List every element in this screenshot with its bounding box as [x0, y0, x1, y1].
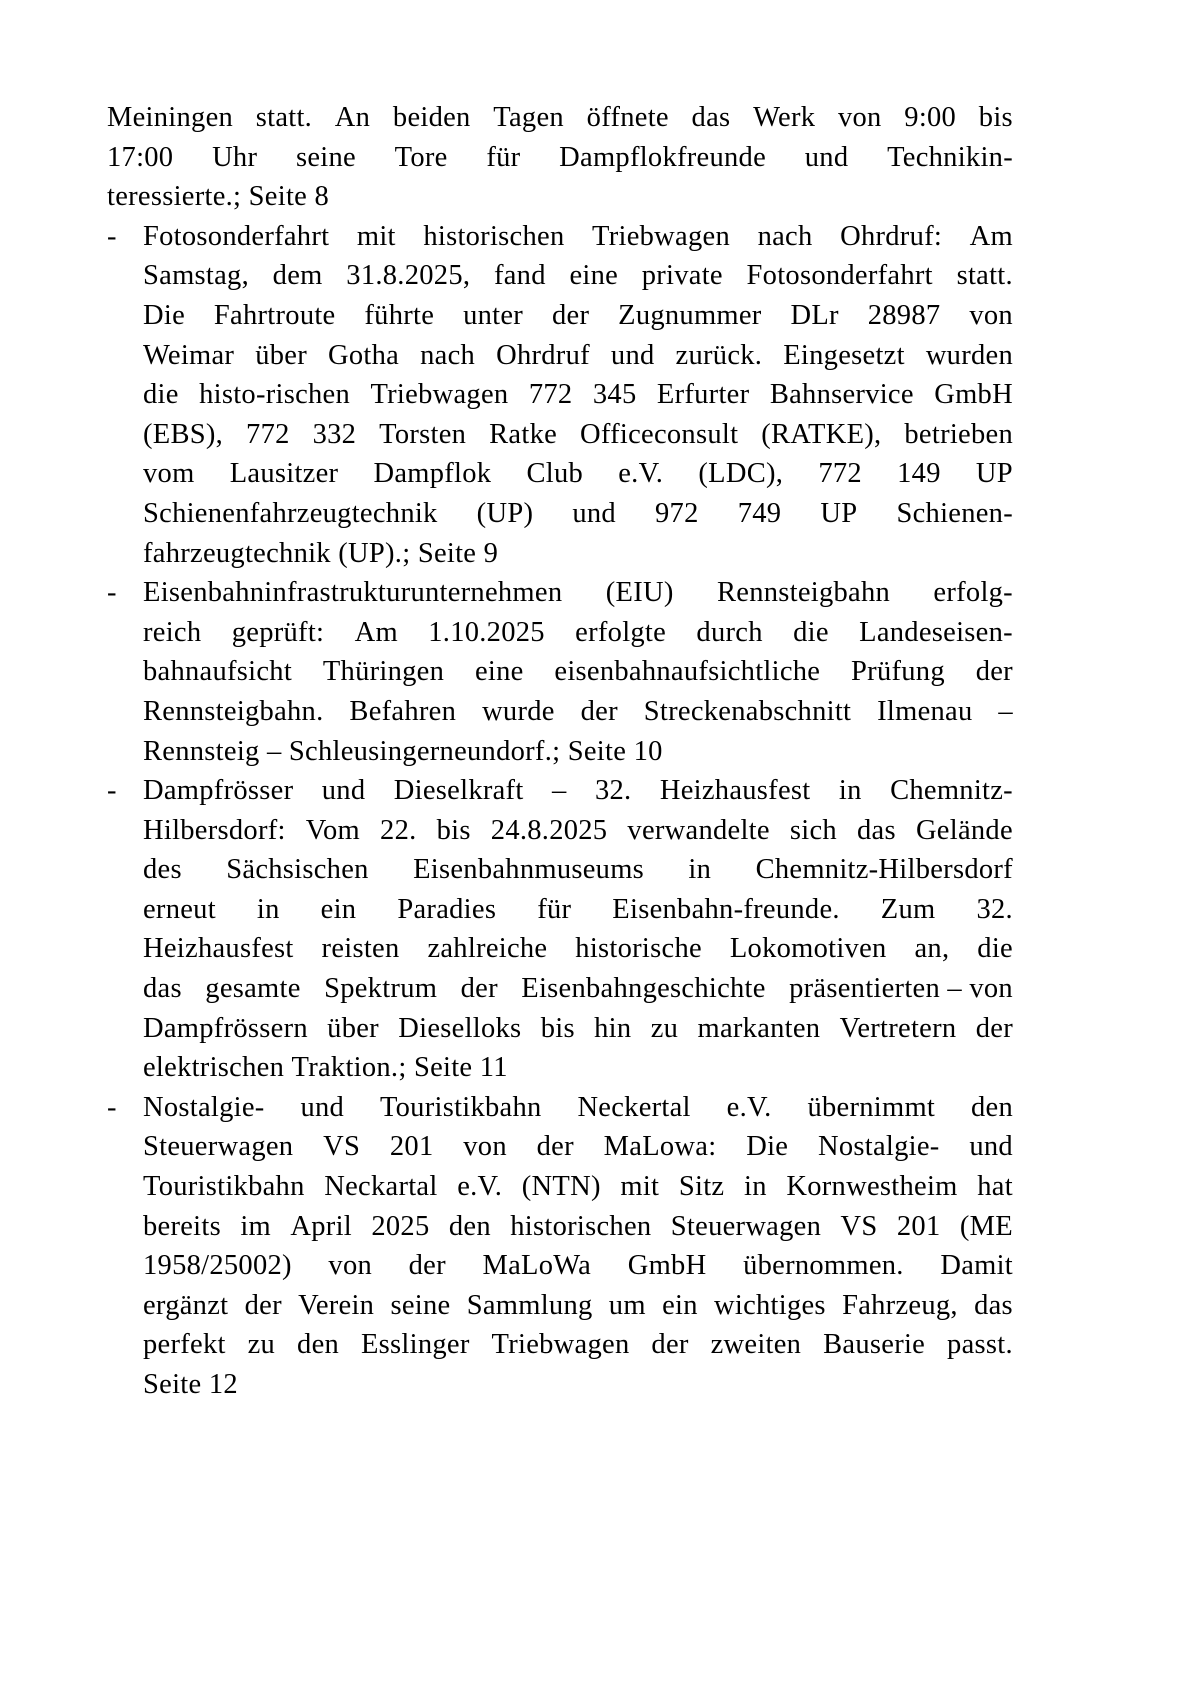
word: April: [290, 1210, 352, 1242]
word: MaLowa:: [603, 1131, 717, 1163]
word: (ME: [959, 1210, 1013, 1242]
word: Ohrdruf:: [840, 220, 943, 252]
list-bullet-dash-icon: -: [107, 220, 117, 252]
word: 32.: [976, 893, 1013, 925]
word: der: [551, 299, 590, 331]
text-line: [143, 692, 1013, 732]
word: (EIU): [605, 577, 674, 609]
word: Paradies: [397, 893, 497, 925]
word: führte: [364, 299, 435, 331]
word: seine: [390, 1289, 451, 1321]
word: der: [975, 1012, 1013, 1044]
word: Nostalgie-: [817, 1131, 940, 1163]
word: Lokomotiven: [729, 933, 887, 965]
word: statt.: [255, 102, 313, 133]
word: Ratke: [489, 418, 558, 450]
word: der: [460, 973, 498, 1005]
word: 772: [246, 418, 290, 450]
word: übernommen.: [743, 1250, 904, 1282]
word: Seite: [567, 735, 627, 767]
word: 201: [389, 1131, 434, 1163]
text-line: [143, 613, 1013, 653]
word: Thüringen: [322, 656, 445, 688]
word: das: [691, 102, 731, 133]
word: Eisenbahngeschichte: [521, 973, 766, 1005]
word: (EBS),: [143, 418, 224, 450]
word: Spektrum: [324, 973, 438, 1005]
word: bis: [436, 814, 471, 846]
word: von: [837, 102, 882, 133]
text-line: [143, 1246, 1013, 1286]
word: zahlreiche: [427, 933, 548, 965]
word: die: [143, 379, 179, 411]
word: Chemnitz-: [890, 775, 1013, 807]
word: Fahrzeug,: [842, 1289, 958, 1321]
word: Traktion.;: [291, 1052, 407, 1084]
document-body: [107, 98, 1013, 1405]
word: zu: [247, 1329, 276, 1361]
word: Lausitzer: [229, 458, 339, 490]
word: perfekt: [143, 1329, 226, 1361]
word: den: [448, 1210, 491, 1242]
word: zweiten: [710, 1329, 802, 1361]
text-line: [107, 98, 1013, 138]
word: historische: [575, 933, 702, 965]
word: Uhr: [212, 141, 258, 173]
text-line: [143, 1009, 1013, 1049]
word: markanten: [697, 1012, 821, 1044]
word: UP: [975, 458, 1013, 490]
word: der: [408, 1250, 446, 1282]
word: Eingesetzt: [783, 339, 905, 371]
word: von: [969, 299, 1013, 331]
word: Triebwagen: [370, 379, 509, 411]
word: 9: [483, 537, 499, 569]
word: bahnaufsicht: [143, 656, 293, 688]
word: Verein: [298, 1289, 375, 1321]
text-line: [143, 969, 1013, 1009]
word: Befahren: [349, 695, 457, 727]
word: Werk: [753, 102, 816, 133]
word: in: [744, 1171, 767, 1203]
word: Vertretern: [839, 1012, 957, 1044]
word: UP: [820, 497, 858, 529]
text-line: [143, 296, 1013, 336]
word: von: [328, 1250, 373, 1282]
word: Touristikbahn: [379, 1091, 542, 1123]
word: Dieselkraft: [393, 775, 524, 807]
text-line: [143, 1127, 1013, 1167]
list-item: [107, 1088, 1013, 1405]
word: fand: [493, 260, 546, 292]
word: Triebwagen: [491, 1329, 630, 1361]
word: –: [551, 775, 567, 807]
word: Eisenbahn-freunde.: [612, 893, 840, 925]
word: die: [793, 616, 829, 648]
text-line: [143, 890, 1013, 930]
text-line: [143, 217, 1013, 257]
word: eine: [474, 656, 524, 688]
text-line: [143, 850, 1013, 890]
word: die: [977, 933, 1013, 965]
word: mit: [356, 220, 396, 252]
word: 2025: [371, 1210, 430, 1242]
word: (LDC),: [698, 458, 784, 490]
word: Rennsteig – Schleusingerneundorf.;: [143, 735, 561, 767]
word: Fotosonderfahrt: [746, 260, 933, 292]
word: (NTN): [521, 1171, 601, 1203]
word: der: [651, 1329, 689, 1361]
word: hin: [594, 1012, 632, 1044]
word: den: [970, 1091, 1013, 1123]
word: dem: [272, 260, 323, 292]
word: Chemnitz-Hilbersdorf: [755, 854, 1013, 886]
word: beiden: [392, 102, 471, 133]
word: Technikin-: [887, 141, 1013, 173]
word: VS: [840, 1210, 878, 1242]
word: des: [143, 854, 182, 886]
word: von: [463, 1131, 507, 1163]
word: Hilbersdorf:: [143, 814, 286, 846]
word: Seite: [413, 1052, 473, 1084]
word: ein: [320, 893, 357, 925]
word: in: [688, 854, 712, 886]
paragraph-lines: [143, 573, 1013, 771]
word: geprüft:: [231, 616, 325, 648]
word: Steuerwagen: [143, 1131, 294, 1163]
word: Rennsteigbahn: [716, 577, 891, 609]
word: durch: [696, 616, 763, 648]
word: Dampflokfreunde: [559, 141, 767, 173]
word: histo-rischen: [199, 379, 351, 411]
word: Sächsischen: [226, 854, 369, 886]
word: vom: [143, 458, 195, 490]
text-line: [143, 1207, 1013, 1247]
text-line: [143, 494, 1013, 534]
word: 772: [528, 379, 573, 411]
word: GmbH: [934, 379, 1013, 411]
word: Tagen: [493, 102, 564, 133]
list-item: [107, 771, 1013, 1088]
word: wichtiges: [714, 1289, 826, 1321]
text-line: [143, 415, 1013, 455]
word: Ilmenau: [877, 695, 973, 727]
word: 11: [479, 1052, 508, 1084]
word: das: [143, 973, 182, 1005]
word: Die: [746, 1131, 789, 1163]
word: 28987: [867, 299, 941, 331]
word: DLr: [790, 299, 839, 331]
text-line: [143, 1088, 1013, 1128]
word: seine: [295, 141, 356, 173]
paragraph-lines: [143, 771, 1013, 1088]
paragraph: [107, 98, 1013, 217]
word: der: [244, 1289, 282, 1321]
word: Tore: [394, 141, 448, 173]
word: Samstag,: [143, 260, 249, 292]
word: Heizhausfest: [659, 775, 811, 807]
text-line: [143, 811, 1013, 851]
word: unter: [463, 299, 524, 331]
text-line: [143, 732, 1013, 772]
word: verwandelte: [627, 814, 770, 846]
word: Torsten: [379, 418, 467, 450]
text-line: [143, 771, 1013, 811]
word: den: [297, 1329, 340, 1361]
word: bis: [540, 1012, 575, 1044]
word: Ohrdruf: [496, 339, 590, 371]
word: Sitz: [678, 1171, 725, 1203]
word: Meiningen: [107, 102, 234, 133]
word: Damit: [940, 1250, 1013, 1282]
word: Weimar: [143, 339, 235, 371]
word: wurde: [482, 695, 555, 727]
text-line: [143, 534, 1013, 574]
word: GmbH: [627, 1250, 707, 1282]
word: Zum: [880, 893, 936, 925]
word: Zugnummer: [618, 299, 762, 331]
word: übernimmt: [807, 1091, 936, 1123]
word: erneut: [143, 893, 216, 925]
word: Seite: [417, 537, 477, 569]
word: 201: [896, 1210, 941, 1242]
word: Steuerwagen: [670, 1210, 822, 1242]
text-line: [143, 1365, 1013, 1405]
word: statt.: [956, 260, 1013, 292]
text-line: [143, 256, 1013, 296]
word: sich: [789, 814, 837, 846]
word: Erfurter: [656, 379, 750, 411]
word: um: [608, 1289, 646, 1321]
word: Fotosonderfahrt: [143, 220, 330, 252]
word: elektrischen: [143, 1052, 285, 1084]
word: Touristikbahn: [143, 1171, 305, 1203]
word: e.V.: [457, 1171, 503, 1203]
list-bullet-dash-icon: -: [107, 775, 117, 807]
word: reich: [143, 616, 202, 648]
word: eine: [569, 260, 619, 292]
paragraph-lines: [143, 217, 1013, 573]
word: Vom: [305, 814, 360, 846]
word: 17:00: [107, 141, 174, 173]
word: (RATKE),: [761, 418, 882, 450]
word: Am: [969, 220, 1013, 252]
word: Nostalgie-: [143, 1091, 265, 1123]
word: Dampfrösser: [143, 775, 294, 807]
word: über: [255, 339, 308, 371]
word: –: [998, 695, 1013, 727]
word: 1.10.2025: [428, 616, 545, 648]
word: das: [974, 1289, 1013, 1321]
word: öffnete: [586, 102, 669, 133]
word: über: [327, 1012, 379, 1044]
word: Schienen-: [896, 497, 1013, 529]
word: VS: [323, 1131, 361, 1163]
word: in: [838, 775, 862, 807]
word: an,: [914, 933, 950, 965]
text-line: [143, 573, 1013, 613]
word: und: [610, 339, 655, 371]
word: historischen: [423, 220, 565, 252]
word: e.V.: [618, 458, 664, 490]
text-line: [143, 1325, 1013, 1365]
text-line: [143, 652, 1013, 692]
word: historischen: [510, 1210, 652, 1242]
word: Gotha: [328, 339, 400, 371]
word: der: [536, 1131, 574, 1163]
word: und: [572, 497, 616, 529]
word: 8: [314, 181, 330, 213]
text-line: [143, 454, 1013, 494]
word: teressierte.;: [107, 181, 242, 213]
word: 149: [897, 458, 941, 490]
word: ergänzt: [143, 1289, 229, 1321]
word: erfolg-: [933, 577, 1013, 609]
word: 10: [633, 735, 663, 767]
word: Rennsteigbahn.: [143, 695, 324, 727]
word: Dampflok: [373, 458, 492, 490]
word: 972: [655, 497, 699, 529]
word: Esslinger: [360, 1329, 470, 1361]
word: der: [580, 695, 618, 727]
text-line: [143, 929, 1013, 969]
word: Streckenabschnitt: [643, 695, 852, 727]
word: eisenbahnaufsichtliche: [554, 656, 821, 688]
word: MaLoWa: [482, 1250, 592, 1282]
word: präsentierten – von: [789, 973, 1013, 1005]
list-item: [107, 573, 1013, 771]
word: das: [857, 814, 896, 846]
text-line: [143, 1048, 1013, 1088]
paragraph-lines: [143, 1088, 1013, 1405]
word: Am: [354, 616, 398, 648]
word: 332: [312, 418, 357, 450]
text-line: [143, 1167, 1013, 1207]
word: Kornwestheim: [786, 1171, 958, 1203]
word: bereits: [143, 1210, 221, 1242]
word: e.V.: [726, 1091, 772, 1123]
word: gesamte: [205, 973, 301, 1005]
list-bullet-dash-icon: -: [107, 1091, 117, 1123]
word: Heizhausfest: [143, 933, 294, 965]
word: 12: [208, 1369, 238, 1400]
word: Neckartal: [324, 1171, 438, 1203]
word: 9:00: [904, 102, 957, 133]
word: Landeseisen-: [859, 616, 1013, 648]
text-line: [143, 375, 1013, 415]
word: 31.8.2025,: [346, 260, 471, 292]
word: Fahrtroute: [213, 299, 336, 331]
word: Eisenbahninfrastrukturunternehmen: [143, 577, 563, 609]
word: Officeconsult: [579, 418, 739, 450]
word: 22.: [380, 814, 417, 846]
word: (UP).;: [338, 537, 411, 569]
word: 749: [737, 497, 782, 529]
word: erfolgte: [575, 616, 667, 648]
text-line: [143, 1286, 1013, 1326]
word: hat: [977, 1171, 1013, 1203]
text-line: [143, 336, 1013, 376]
word: wurden: [925, 339, 1013, 371]
word: bis: [978, 102, 1013, 133]
word: und: [804, 141, 849, 173]
word: 345: [592, 379, 637, 411]
word: Seite: [143, 1369, 202, 1400]
word: Club: [526, 458, 584, 490]
word: Sammlung: [466, 1289, 593, 1321]
word: der: [975, 656, 1013, 688]
word: und: [969, 1131, 1013, 1163]
word: Dieselloks: [398, 1012, 522, 1044]
word: im: [240, 1210, 272, 1242]
word: An: [334, 102, 371, 133]
word: Gelände: [915, 814, 1013, 846]
text-line: [107, 177, 1013, 217]
paragraph-lines: [107, 98, 1013, 217]
word: und: [300, 1091, 345, 1123]
word: Dampfrössern: [143, 1012, 308, 1044]
word: passt.: [947, 1329, 1013, 1361]
word: Neckertal: [577, 1091, 691, 1123]
word: private: [641, 260, 723, 292]
word: nach: [757, 220, 813, 252]
word: Prüfung: [851, 656, 945, 688]
word: Seite: [248, 181, 308, 213]
word: Triebwagen: [592, 220, 730, 252]
word: 32.: [594, 775, 632, 807]
word: zurück.: [675, 339, 763, 371]
word: 24.8.2025: [490, 814, 608, 846]
word: mit: [620, 1171, 660, 1203]
list-bullet-dash-icon: -: [107, 577, 117, 609]
word: Bahnservice: [769, 379, 914, 411]
word: Schienenfahrzeugtechnik: [143, 497, 438, 529]
word: Eisenbahnmuseums: [413, 854, 645, 886]
word: zu: [650, 1012, 679, 1044]
word: in: [256, 893, 280, 925]
word: reisten: [321, 933, 400, 965]
word: für: [537, 893, 572, 925]
word: 772: [818, 458, 862, 490]
word: fahrzeugtechnik: [143, 537, 331, 569]
word: (UP): [476, 497, 534, 529]
word: nach: [420, 339, 476, 371]
word: für: [486, 141, 521, 173]
word: und: [321, 775, 366, 807]
word: 1958/25002): [143, 1250, 292, 1282]
word: Bauserie: [823, 1329, 926, 1361]
word: betrieben: [904, 418, 1013, 450]
word: Die: [143, 299, 186, 331]
text-line: [107, 138, 1013, 178]
list-item: [107, 217, 1013, 573]
word: ein: [662, 1289, 698, 1321]
